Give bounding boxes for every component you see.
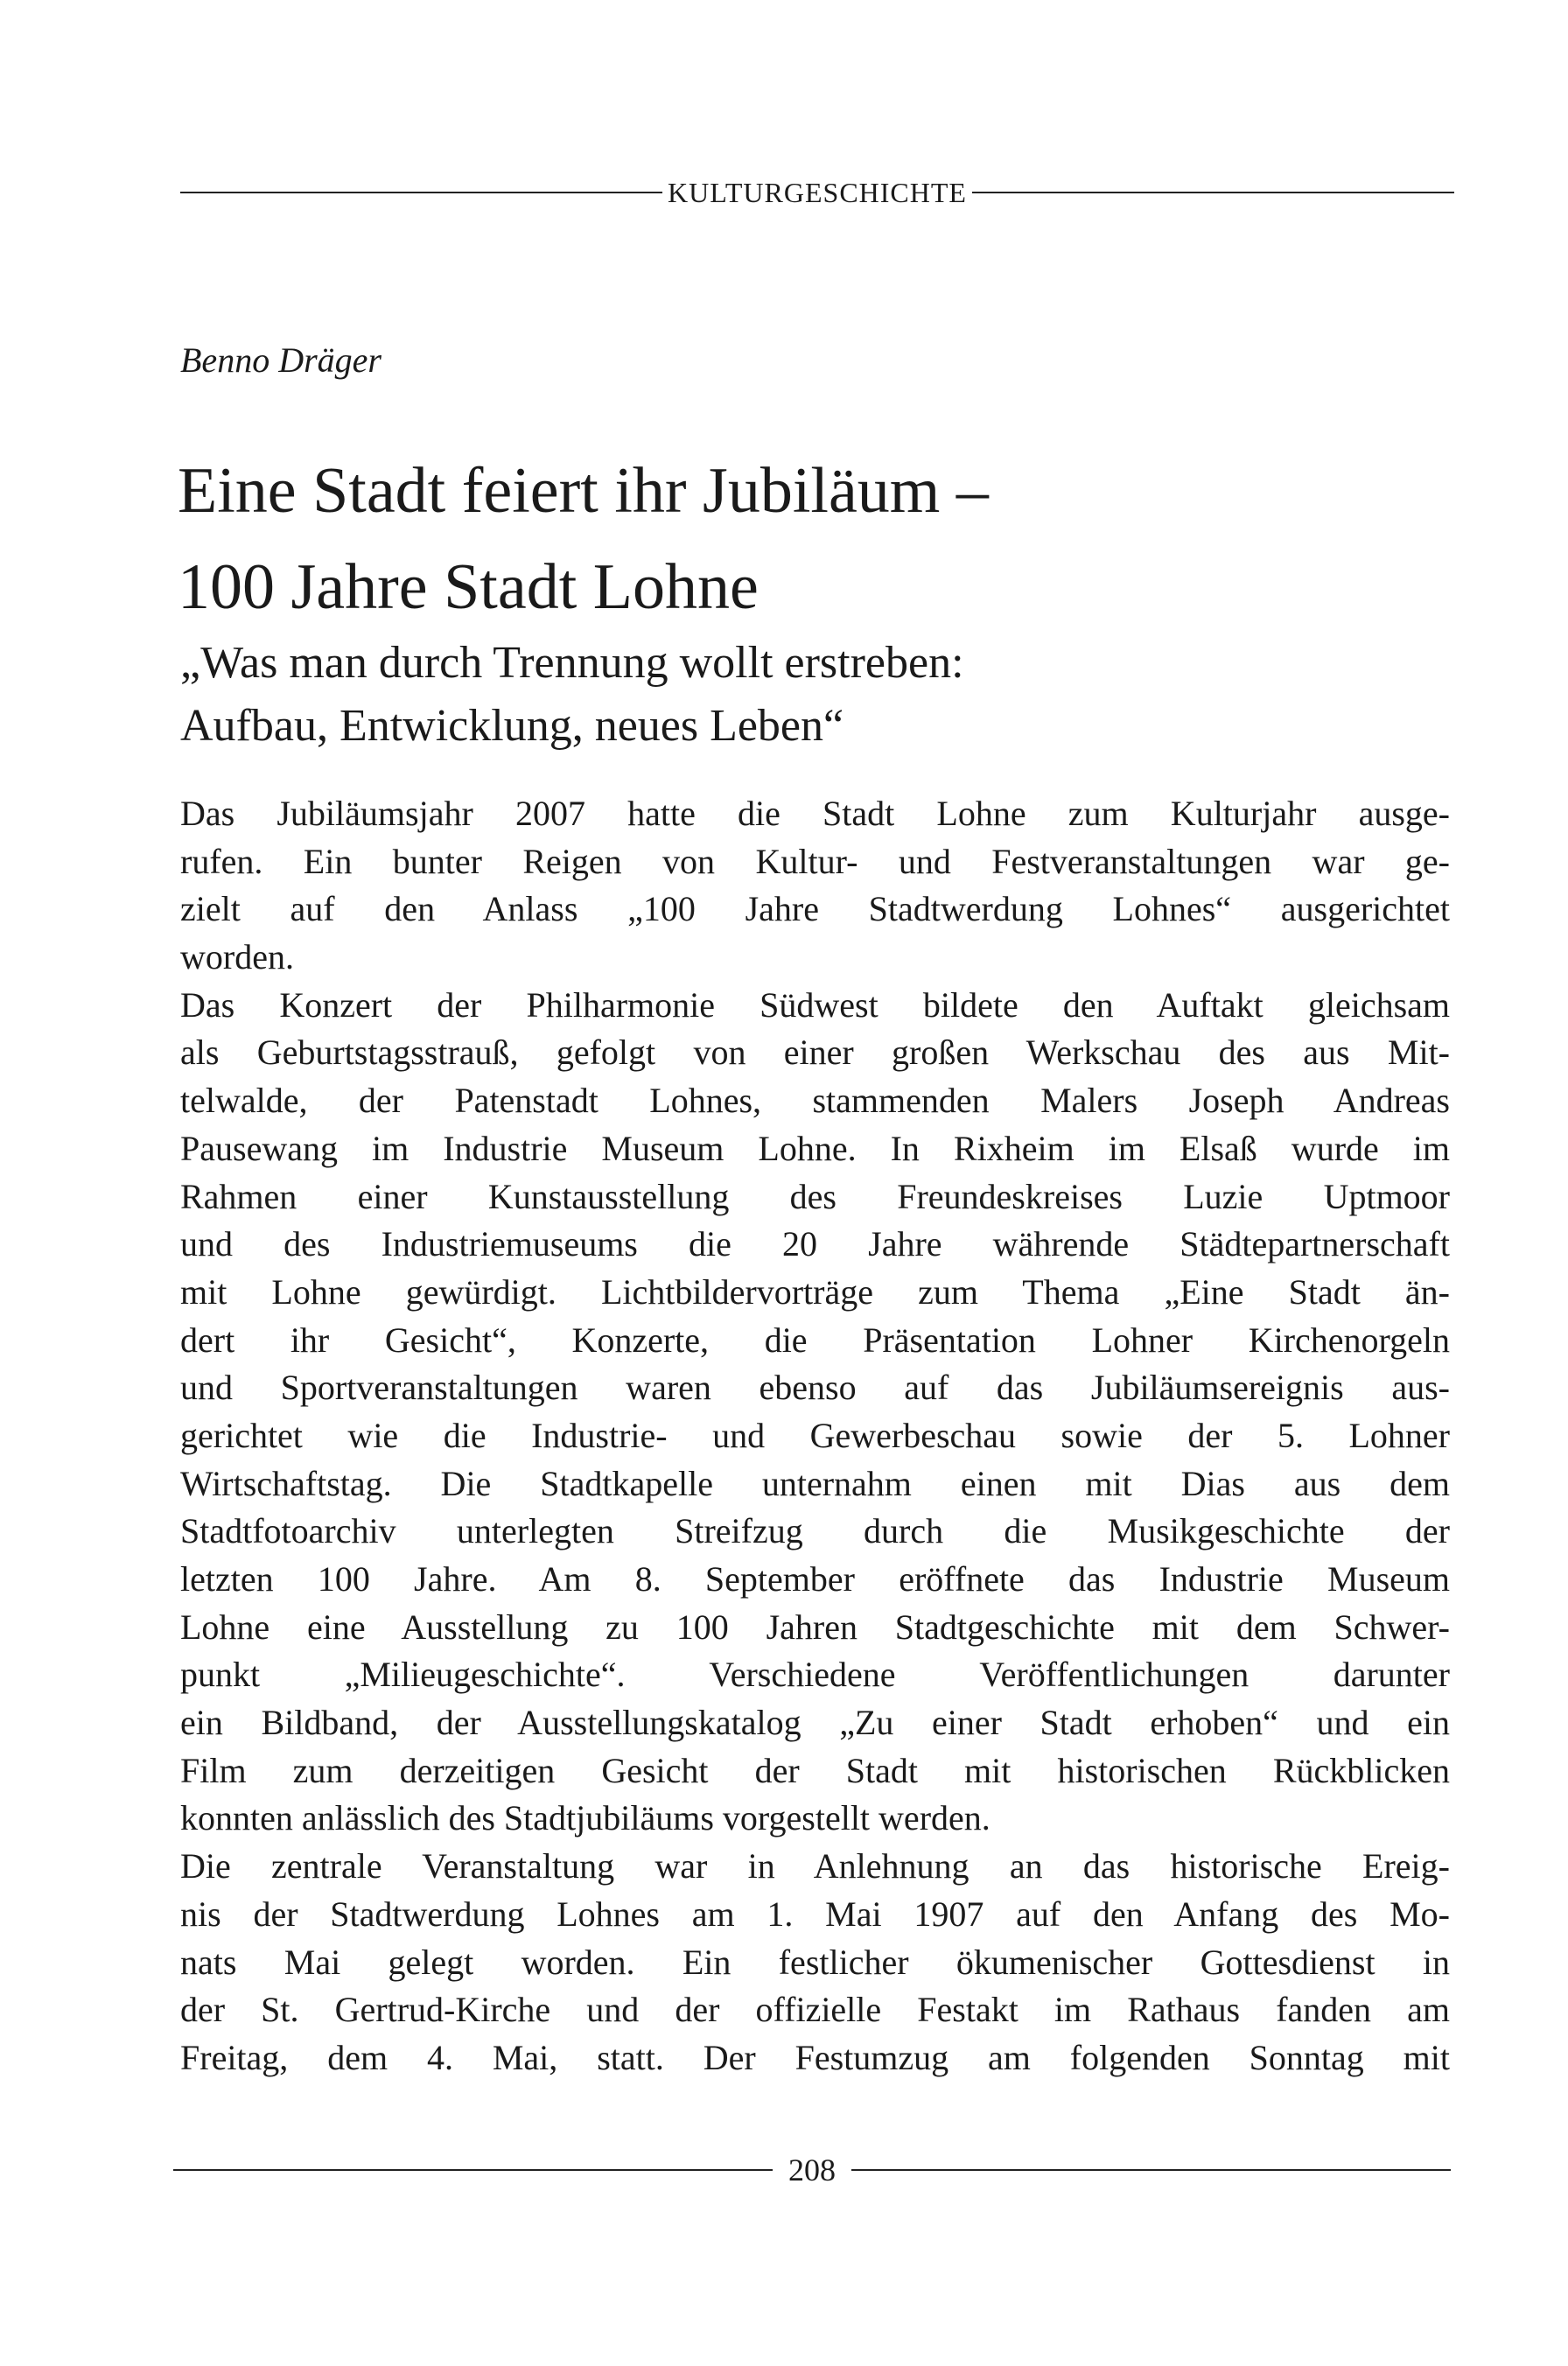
body-text-line: nis der Stadtwerdung Lohnes am 1. Mai 1907 auf den Anfang des Mo- (180, 1894, 1450, 1934)
footer-rule-right (851, 2169, 1451, 2171)
body-text-line: Das Konzert der Philharmonie Südwest bildete den Auftakt gleichsam (180, 984, 1450, 1025)
body-text-line: gerichtet wie die Industrie- und Gewerbeschau sowie der 5. Lohner (180, 1415, 1450, 1455)
article-title (178, 443, 1455, 635)
body-text-line: und des Industriemuseums die 20 Jahre währende Städtepartnerschaft (180, 1224, 1450, 1264)
body-text-line: Film zum derzeitigen Gesicht der Stadt mit historischen Rückblicken (180, 1750, 1450, 1790)
body-text-line: rufen. Ein bunter Reigen von Kultur- und Festveranstaltungen war ge- (180, 841, 1450, 881)
page-number: 208 (788, 2152, 836, 2188)
body-text-line: Wirtschaftstag. Die Stadtkapelle unternahm einen mit Dias aus dem (180, 1463, 1450, 1503)
body-text-line: Stadtfotoarchiv unterlegten Streifzug durch die Musikgeschichte der (180, 1511, 1450, 1551)
article-subtitle (180, 632, 1458, 758)
body-text-line: Lohne eine Ausstellung zu 100 Jahren Stadtgeschichte mit dem Schwer- (180, 1606, 1450, 1647)
article-subtitle-line: Aufbau, Entwicklung, neues Leben“ (180, 701, 844, 751)
body-text-line: telwalde, der Patenstadt Lohnes, stammenden Malers Joseph Andreas (180, 1081, 1450, 1121)
body-text-line: letzten 100 Jahre. Am 8. September eröffnete das Industrie Museum (180, 1559, 1450, 1599)
body-text-line: punkt „Milieugeschichte“. Verschiedene Veröffentlichungen darunter (180, 1655, 1450, 1695)
body-text-line: worden. (180, 937, 294, 977)
running-header (180, 178, 1454, 206)
body-text-line: ein Bildband, der Ausstellungskatalog „Zu einer Stadt erhoben“ und ein (180, 1703, 1450, 1743)
article-subtitle-line: „Was man durch Trennung wollt erstreben: (180, 638, 964, 688)
article-body (180, 790, 1450, 2082)
author-name: Benno Dräger (180, 340, 382, 380)
article-title-line: 100 Jahre Stadt Lohne (178, 551, 759, 623)
body-text-line: der St. Gertrud-Kirche und der offizielle Festakt im Rathaus fanden am (180, 1990, 1450, 2030)
body-text-line: konnten anlässlich des Stadtjubiläums vorgestellt werden. (180, 1798, 990, 1838)
body-text-line: Die zentrale Veranstaltung war in Anlehnung an das historische Ereig- (180, 1846, 1450, 1886)
body-text-line: Das Jubiläumsjahr 2007 hatte die Stadt Lohne zum Kulturjahr ausge- (180, 794, 1450, 833)
body-text-line: zielt auf den Anlass „100 Jahre Stadtwerdung Lohnes“ ausgerichtet (180, 889, 1450, 929)
page-footer (173, 2154, 1451, 2186)
footer-rule-left (173, 2169, 773, 2171)
body-text-line: nats Mai gelegt worden. Ein festlicher ökumenischer Gottesdienst in (180, 1942, 1450, 1982)
body-text-line: als Geburtstagsstrauß, gefolgt von einer großen Werkschau des aus Mit- (180, 1032, 1450, 1073)
header-rule-left (180, 192, 662, 193)
body-text-line: Rahmen einer Kunstausstellung des Freundeskreises Luzie Uptmoor (180, 1176, 1450, 1216)
body-text-line: Pausewang im Industrie Museum Lohne. In Rixheim im Elsaß wurde im (180, 1128, 1450, 1168)
body-text-line: Freitag, dem 4. Mai, statt. Der Festumzug am folgenden Sonntag mit (180, 2037, 1450, 2077)
body-text-line: mit Lohne gewürdigt. Lichtbildervorträge zum Thema „Eine Stadt än- (180, 1271, 1450, 1312)
body-text-line: und Sportveranstaltungen waren ebenso auf das Jubiläumsereignis aus- (180, 1368, 1450, 1408)
article-title-line: Eine Stadt feiert ihr Jubiläum – (178, 455, 989, 527)
header-rule-right (972, 192, 1454, 193)
body-text-line: dert ihr Gesicht“, Konzerte, die Präsentation Lohner Kirchenorgeln (180, 1320, 1450, 1360)
running-header-label: KULTURGESCHICHTE (668, 177, 967, 208)
